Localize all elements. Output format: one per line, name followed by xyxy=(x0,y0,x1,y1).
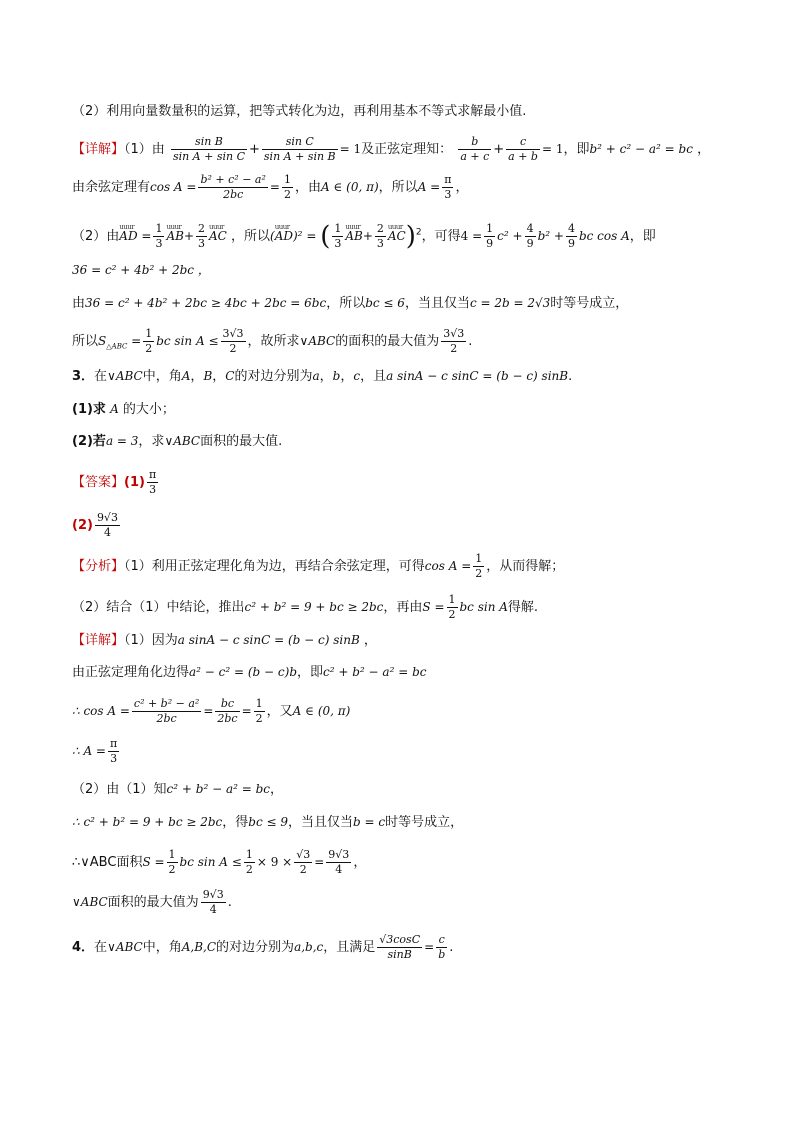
fraction: $\frac{bc}{2bc}$ xyxy=(217,697,238,725)
fraction: $\frac{\pi}{3}$ xyxy=(444,173,452,201)
detail-angle: ∴ A = $\frac{\pi}{3}$ xyxy=(72,737,118,765)
fraction: $\frac{\text{sin B}}{\text{sin A + sin C}}$ xyxy=(172,135,245,163)
fraction: $\frac{√3}{2}$ xyxy=(296,848,311,876)
fraction: $\frac{1}{2}$ xyxy=(283,173,291,201)
detail-sine-rule: 由正弦定理角化边得a² − c² = (b − c)b，即c² + b² − a² = bc xyxy=(72,665,427,680)
fraction: $\frac{1}{2}$ xyxy=(255,697,263,725)
fraction: $\frac{3√3}{2}$ xyxy=(443,327,465,355)
fraction: $\frac{√3\cos C}{\sin B}$ xyxy=(379,933,421,961)
area-max-line: 所以$S_{\triangle ABC}$ = $\frac{1}{2}$ bc sin A ≤ $\frac{3√3}{2}$ ，故所求∨ABC的面积的最大值为 $\frac{3√3}{2}$ . xyxy=(72,327,473,355)
detail-area-max: ∨ABC面积的最大值为 $\frac{9√3}{4}$ . xyxy=(72,888,232,916)
detail-part1: 【详解】（1）因为a sinA − c sinC = (b − c) sinB ， xyxy=(72,633,377,648)
cosine-rule-line: 由余弦定理有cos A = $\frac{\text{b² + c² − a²}}{2bc}$ = $\frac{1}{2}$ ，由A ∈ (0, π)，所以A = $\frac{\pi}{3}$ ， xyxy=(72,173,469,201)
detail-cos: ∴ cos A = $\frac{\text{c² + b² − a²}}{2bc}$ = $\frac{bc}{2bc}$ = $\frac{1}{2}$ ，又A ∈ (0, π) xyxy=(72,697,351,725)
detail-area: ∴∨ABC面积S = $\frac{1}{2}$ bc sin A ≤ $\frac{1}{2}$ × 9 × $\frac{√3}{2}$ = $\frac{9√3}{4}$ ， xyxy=(72,848,367,876)
analysis-part1: 【分析】（1）利用正弦定理化角为边，再结合余弦定理，可得cos A = $\frac{1}{2}$ ，从而得解； xyxy=(72,552,565,580)
fraction: $\frac{1}{3}$ xyxy=(334,222,342,250)
fraction: $\frac{\pi}{3}$ xyxy=(109,737,118,765)
fraction: $\frac{2}{3}$ xyxy=(376,222,384,250)
fraction: $\frac{b}{a + c}$ xyxy=(460,135,490,163)
analysis-part2: （2）结合（1）中结论，推出c² + b² = 9 + bc ≥ 2bc，再由S = $\frac{1}{2}$ bc sin A得解. xyxy=(72,593,539,621)
fraction: $\frac{1}{2}$ xyxy=(145,327,153,355)
fraction: $\frac{c}{a + b}$ xyxy=(508,135,538,163)
fraction: $\frac{1}{2}$ xyxy=(475,552,483,580)
fraction: $\frac{\text{b² + c² − a²}}{2bc}$ xyxy=(200,173,266,201)
fraction: $\frac{1}{9}$ xyxy=(486,222,494,250)
fraction: $\frac{\pi}{3}$ xyxy=(148,468,157,496)
fraction: $\frac{c}{b}$ xyxy=(438,933,446,961)
vector-line: （2）由uuur AD = $\frac{1}{3}$ uuur AB+ $\frac{2}{3}$ uuur AC ，所以(uuur AD)² = ( $\frac{1}{3}$ uuur AB+ $\frac{2}{3}$ uuur AC)$^2$，可得4 = $\frac{1}{9}$ c² + $\frac{4}{9}$ b² + $\frac{4}{9}$ bc cos A，即 xyxy=(72,222,656,251)
detail-inequality: ∴ c² + b² = 9 + bc ≥ 2bc，得bc ≤ 9，当且仅当b = c时等号成立， xyxy=(72,815,464,830)
fraction: $\frac{9√3}{4}$ xyxy=(328,848,350,876)
detail-tag: 【详解】 xyxy=(72,142,125,157)
fraction: $\frac{1}{2}$ xyxy=(245,848,253,876)
analysis-tag: 【分析】 xyxy=(72,559,125,574)
detail-part2: （2）由（1）知c² + b² − a² = bc， xyxy=(72,782,284,797)
fraction: $\frac{1}{2}$ xyxy=(168,848,176,876)
inequality-line: 由36 = c² + 4b² + 2bc ≥ 4bc + 2bc = 6bc，所以bc ≤ 6，当且仅当c = 2b = 2√3时等号成立， xyxy=(72,296,629,311)
detail-part1-line: 【详解】（1）由 $\frac{\text{sin B}}{\text{sin A + sin C}}$ + $\frac{\text{sin C}}{\text{sin A + sin B}}$ = 1及正弦定理知： $\frac{b}{a + c}$ + $\frac{c}{a + b}$ = 1，即b² + c² − a² = bc ， xyxy=(72,135,711,163)
fraction: $\frac{\text{sin C}}{\text{sin A + sin B}}$ xyxy=(263,135,336,163)
fraction: $\frac{\text{c² + b² − a²}}{2bc}$ xyxy=(133,697,200,725)
answer-part1: 【答案】(1) $\frac{\pi}{3}$ xyxy=(72,468,157,496)
equation-line: 36 = c² + 4b² + 2bc ， xyxy=(72,263,210,277)
fraction: $\frac{4}{9}$ xyxy=(526,222,534,250)
fraction: $\frac{2}{3}$ xyxy=(198,222,205,250)
fraction: $\frac{9√3}{4}$ xyxy=(96,511,118,539)
question-3: 3．在∨ABC中，角A，B，C的对边分别为a，b，c，且a sinA − c sinC = (b − c) sinB. xyxy=(72,369,573,384)
question-4: 4．在∨ABC中，角A,B,C的对边分别为a,b,c，且满足 $\frac{√3\cos C}{\sin B}$ = $\frac{c}{b}$ . xyxy=(72,933,454,961)
fraction: $\frac{9√3}{4}$ xyxy=(202,888,224,916)
fraction: $\frac{1}{3}$ xyxy=(155,222,163,250)
fraction: $\frac{3√3}{2}$ xyxy=(222,327,244,355)
question-3-part1: (1)求 A 的大小； xyxy=(72,402,175,417)
answer-part2: (2) $\frac{9√3}{4}$ xyxy=(72,511,118,539)
analysis-part2-line: （2）利用向量数量积的运算，把等式转化为边，再利用基本不等式求解最小值. xyxy=(72,104,527,119)
detail-tag: 【详解】 xyxy=(72,633,125,648)
question-3-part2: (2)若a = 3，求∨ABC面积的最大值. xyxy=(72,434,283,449)
fraction: $\frac{4}{9}$ xyxy=(567,222,575,250)
answer-tag: 【答案】 xyxy=(72,475,125,490)
fraction: $\frac{1}{2}$ xyxy=(448,593,456,621)
